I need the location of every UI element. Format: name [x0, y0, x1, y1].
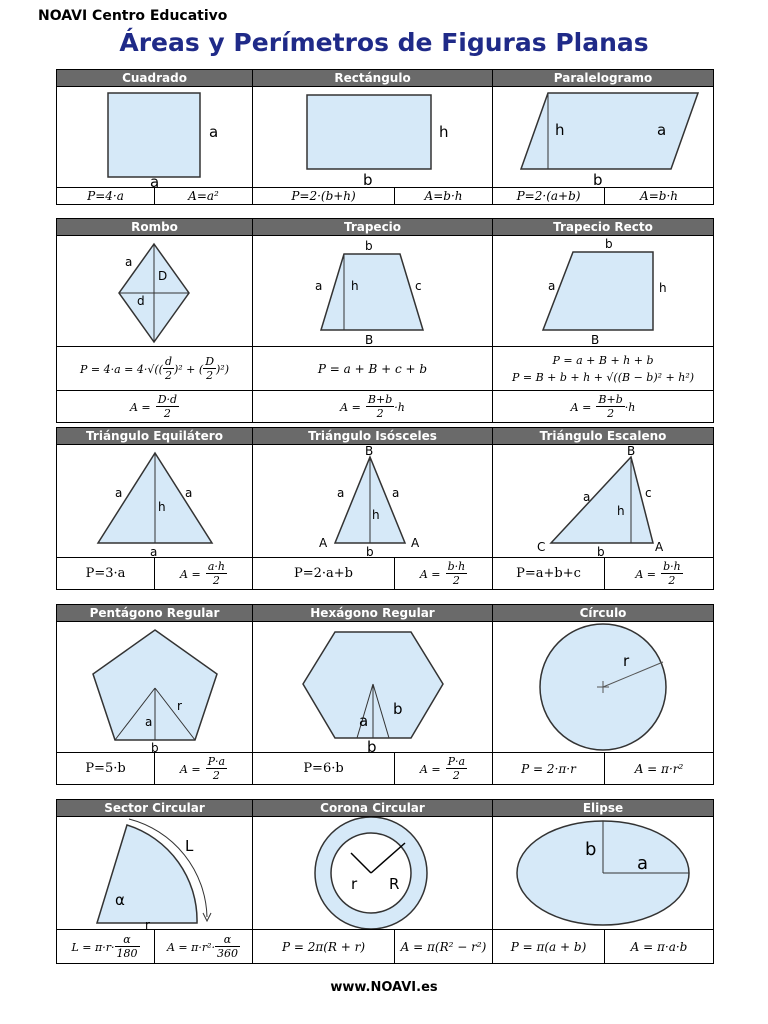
- header-circulo: Círculo: [493, 605, 714, 622]
- formula-perimeter-rectangulo: P=2·(b+h): [253, 188, 395, 205]
- label-a: a: [315, 279, 323, 293]
- section-sector-corona-elipse: [56, 799, 713, 964]
- label-L: L: [185, 837, 194, 855]
- label-h: h: [659, 281, 667, 295]
- label-C: C: [537, 540, 546, 554]
- pentagon-figure: [57, 622, 253, 752]
- figure-elipse: [493, 817, 714, 930]
- formula-area-pentagono: A = $\frac{P\cdot a}{2}$: [155, 753, 253, 785]
- header-escaleno: Triángulo Escaleno: [493, 428, 714, 445]
- label-a-side: a: [209, 123, 219, 141]
- label-B: B: [591, 333, 600, 346]
- label-B: B: [365, 445, 374, 458]
- figure-sector: [57, 817, 253, 930]
- figure-escaleno: [493, 445, 714, 558]
- label-h: h: [372, 508, 380, 522]
- trapezoid-figure: [253, 236, 493, 346]
- formula-area-paralelogramo: A=b·h: [605, 188, 714, 205]
- header-trapecio: Trapecio: [253, 219, 493, 236]
- figure-isosceles: [253, 445, 493, 558]
- section-rombo-trapecio: [56, 218, 713, 423]
- rhombus-figure: [57, 236, 253, 346]
- formula-area-hexagono: A = $\frac{P\cdot a}{2}$: [395, 753, 493, 785]
- label-a-right: a: [392, 486, 400, 500]
- formula-perimeter-circulo: P = 2·π·r: [493, 753, 605, 785]
- figure-cuadrado: [57, 87, 253, 188]
- header-elipse: Elipse: [493, 800, 714, 817]
- label-a: a: [145, 715, 153, 729]
- label-b: b: [151, 741, 159, 752]
- label-h: h: [555, 121, 565, 139]
- formula-perimeter-escaleno: P=a+b+c: [493, 558, 605, 590]
- formula-perimeter-isosceles: P=2·a+b: [253, 558, 395, 590]
- figure-paralelogramo: [493, 87, 714, 188]
- figure-trapecio: [253, 236, 493, 347]
- formula-perimeter-paralelogramo: P=2·(a+b): [493, 188, 605, 205]
- label-a-bottom: a: [150, 545, 158, 557]
- label-a: a: [359, 712, 369, 730]
- header-pentagono: Pentágono Regular: [57, 605, 253, 622]
- label-alpha: α: [115, 891, 125, 909]
- formula-perimeter-rombo: P = 4·a = 4·√(( $\frac{d}{2}$ )² + ( $\frac{D}{2}$ )²): [57, 347, 253, 391]
- section-poligonos-circulo: [56, 604, 713, 785]
- label-b: b: [605, 237, 613, 251]
- formula-perimeter-cuadrado: P=4·a: [57, 188, 155, 205]
- label-h: h: [617, 504, 625, 518]
- header-paralelogramo: Paralelogramo: [493, 70, 714, 87]
- formula-area-rombo: A = $\frac{D\cdot d}{2}$: [57, 391, 253, 423]
- formula-area-escaleno: A = $\frac{b\cdot h}{2}$: [605, 558, 714, 590]
- label-r: r: [177, 699, 182, 713]
- scalene-triangle-figure: [493, 445, 714, 557]
- header-sector: Sector Circular: [57, 800, 253, 817]
- header-hexagono: Hexágono Regular: [253, 605, 493, 622]
- formula-perimeter-elipse: P = π(a + b): [493, 930, 605, 964]
- label-a-bottom: a: [150, 173, 160, 187]
- hexagon-figure: [253, 622, 493, 752]
- formula-area-elipse: A = π·a·b: [605, 930, 714, 964]
- figure-corona: [253, 817, 493, 930]
- section-cuadrado-rectangulo-paralelogramo: [56, 69, 713, 205]
- label-a-left: a: [337, 486, 345, 500]
- circle-figure: [493, 622, 714, 752]
- label-r: r: [145, 918, 150, 929]
- label-c: c: [645, 486, 652, 500]
- label-b: b: [366, 545, 374, 557]
- figure-circulo: [493, 622, 714, 753]
- label-d: d: [137, 294, 145, 308]
- label-A-right: A: [411, 536, 420, 550]
- figure-rectangulo: [253, 87, 493, 188]
- label-a: a: [637, 853, 649, 874]
- formula-perimeter-trapecio: P = a + B + c + b: [253, 347, 493, 391]
- figure-hexagono: [253, 622, 493, 753]
- label-b: b: [597, 545, 605, 557]
- figure-equilatero: [57, 445, 253, 558]
- formula-perimeter-1: P = a + B + h + b: [552, 353, 654, 367]
- label-B: B: [627, 445, 636, 458]
- formula-area-cuadrado: A=a²: [155, 188, 253, 205]
- label-B: B: [365, 333, 374, 346]
- label-r: r: [623, 652, 630, 670]
- label-a: a: [548, 279, 556, 293]
- circular-sector-figure: [57, 817, 253, 929]
- header-cuadrado: Cuadrado: [57, 70, 253, 87]
- formula-area-trapecio: A = $\frac{B+b}{2}$ ·h: [253, 391, 493, 423]
- figure-pentagono: [57, 622, 253, 753]
- formula-area-rectangulo: A=b·h: [395, 188, 493, 205]
- label-A: A: [655, 540, 664, 554]
- isosceles-triangle-figure: [253, 445, 493, 557]
- label-a-right: a: [185, 486, 193, 500]
- header-corona: Corona Circular: [253, 800, 493, 817]
- formula-perimeter-trapecio-recto: [493, 347, 714, 391]
- label-A-left: A: [319, 536, 328, 550]
- header-rombo: Rombo: [57, 219, 253, 236]
- figure-trapecio-recto: [493, 236, 714, 347]
- label-R: R: [389, 875, 400, 893]
- square-figure: [57, 87, 253, 187]
- brand-name: NOAVI Centro Educativo: [38, 8, 228, 24]
- label-b-bottom: b: [367, 738, 377, 752]
- label-b: b: [363, 171, 373, 187]
- figure-rombo: [57, 236, 253, 347]
- formula-area-equilatero: A = $\frac{a\cdot h}{2}$: [155, 558, 253, 590]
- formula-area-trapecio-recto: A = $\frac{B+b}{2}$ ·h: [493, 391, 714, 423]
- label-b: b: [585, 839, 597, 860]
- formula-perimeter-2: P = B + b + h + √((B − b)² + h²): [511, 370, 695, 384]
- header-isosceles: Triángulo Isósceles: [253, 428, 493, 445]
- label-a: a: [657, 121, 667, 139]
- footer-url[interactable]: www.NOAVI.es: [330, 980, 438, 995]
- label-h: h: [439, 123, 449, 141]
- label-h: h: [158, 500, 166, 514]
- formula-area-sector: A = π·r²· $\frac{\alpha}{360}$: [155, 930, 253, 964]
- formula-perimeter-pentagono: P=5·b: [57, 753, 155, 785]
- equilateral-triangle-figure: [57, 445, 253, 557]
- label-c: c: [415, 279, 422, 293]
- label-h: h: [351, 279, 359, 293]
- ellipse-figure: [493, 817, 714, 929]
- label-a: a: [583, 490, 591, 504]
- page-title: Áreas y Perímetros de Figuras Planas: [119, 28, 649, 57]
- header-equilatero: Triángulo Equilátero: [57, 428, 253, 445]
- annulus-figure: [253, 817, 493, 929]
- formula-arc-length-sector: L = π·r· $\frac{\alpha}{180}$: [57, 930, 155, 964]
- label-a-left: a: [115, 486, 123, 500]
- rectangle-figure: [253, 87, 493, 187]
- formula-area-corona: A = π(R² − r²): [395, 930, 493, 964]
- formula-perimeter-hexagono: P=6·b: [253, 753, 395, 785]
- label-r: r: [351, 875, 358, 893]
- section-triangulos: [56, 427, 713, 590]
- label-D: D: [158, 269, 168, 283]
- parallelogram-figure: [493, 87, 714, 187]
- header-trapecio-recto: Trapecio Recto: [493, 219, 714, 236]
- formula-area-circulo: A = π·r²: [605, 753, 714, 785]
- label-a: a: [125, 255, 133, 269]
- label-b-side: b: [393, 700, 403, 718]
- formula-perimeter-equilatero: P=3·a: [57, 558, 155, 590]
- label-b: b: [593, 171, 603, 187]
- formula-perimeter-corona: P = 2π(R + r): [253, 930, 395, 964]
- label-b: b: [365, 239, 373, 253]
- right-trapezoid-figure: [493, 236, 714, 346]
- formula-area-isosceles: A = $\frac{b\cdot h}{2}$: [395, 558, 493, 590]
- header-rectangulo: Rectángulo: [253, 70, 493, 87]
